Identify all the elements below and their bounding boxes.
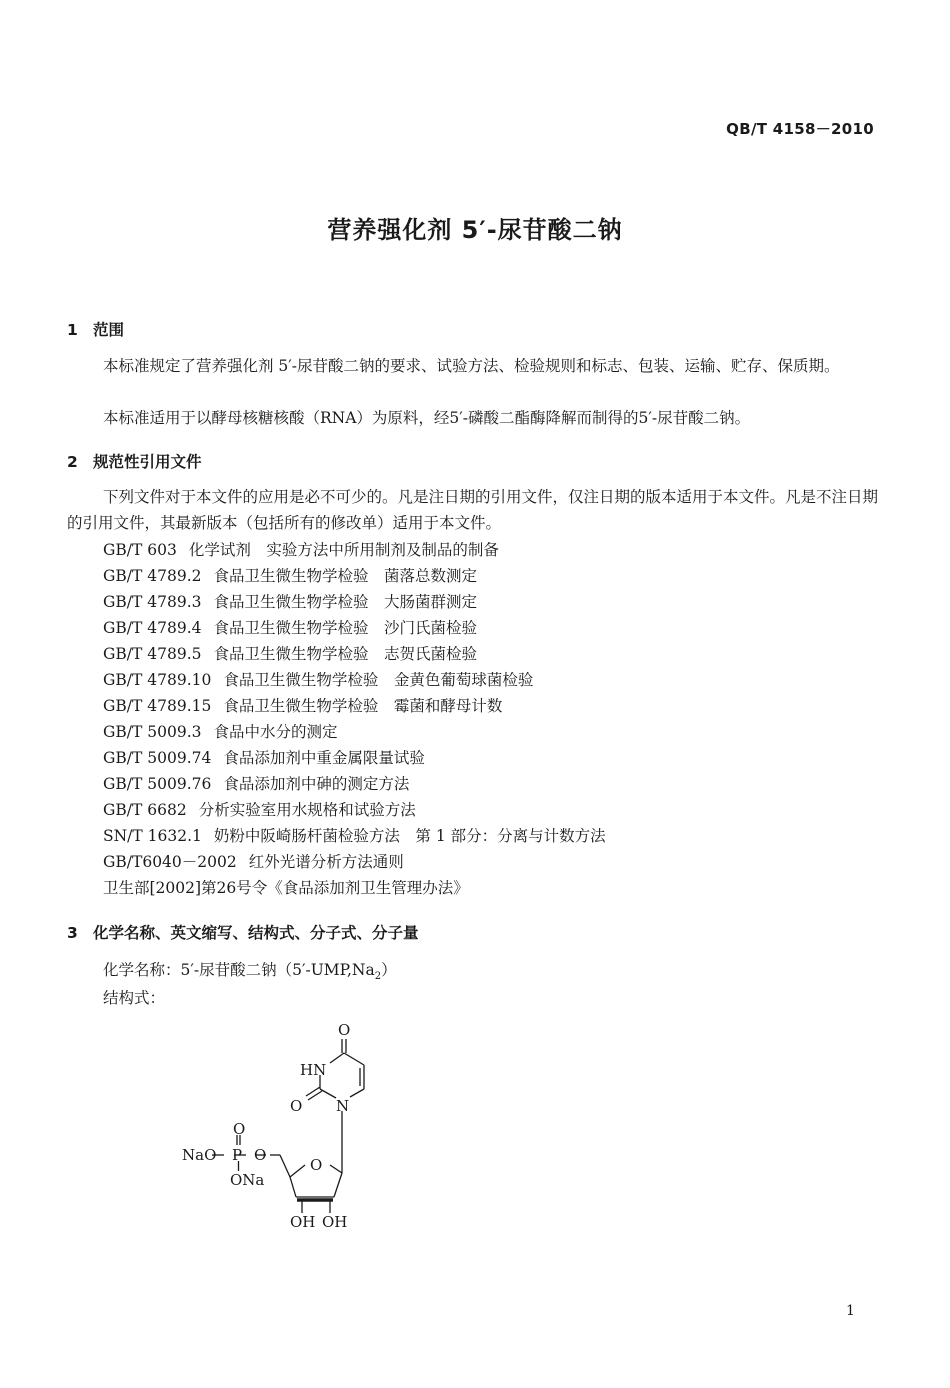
bond: [280, 1155, 290, 1177]
reference-code: SN/T 1632.1: [103, 827, 202, 845]
bond: [330, 1165, 342, 1173]
chemical-name: [103, 958, 397, 982]
reference-item: [103, 797, 606, 823]
reference-item: [103, 823, 606, 849]
reference-title: 食品卫生微生物学检验 沙门氏菌检验: [213, 619, 478, 637]
reference-item: [103, 641, 606, 667]
structural-formula: [170, 1015, 410, 1240]
reference-code: GB/T 5009.3: [103, 723, 202, 741]
atom-label: O: [310, 1156, 323, 1174]
reference-code: GB/T 4789.4: [103, 619, 202, 637]
reference-item: [103, 615, 606, 641]
reference-title: 食品卫生微生物学检验 志贺氏菌检验: [213, 645, 478, 663]
reference-title: 食品添加剂中砷的测定方法: [223, 775, 410, 793]
bond: [334, 1173, 342, 1197]
section-3-heading: [67, 921, 419, 943]
atom-label: OH: [322, 1213, 348, 1231]
reference-title: 食品卫生微生物学检验 大肠菌群测定: [213, 593, 478, 611]
section-title: 范围: [93, 321, 125, 339]
reference-item: [103, 667, 606, 693]
atom-label: NaO: [182, 1146, 217, 1164]
reference-title: 分析实验室用水规格和试验方法: [198, 801, 416, 819]
bond: [306, 1087, 320, 1096]
bond: [330, 1053, 344, 1063]
page-number: 1: [846, 1303, 855, 1319]
reference-title: 化学试剂 实验方法中所用制剂及制品的制备: [188, 541, 499, 559]
reference-item: [103, 849, 606, 875]
reference-title: 红外光谱分析方法通则: [248, 853, 404, 871]
section-title: 化学名称、英文缩写、结构式、分子式、分子量: [93, 924, 419, 942]
bond: [350, 1089, 364, 1097]
structure-label: 结构式：: [103, 989, 166, 1007]
document-title: 营养强化剂 5′-尿苷酸二钠: [327, 216, 623, 244]
reference-title: 食品卫生微生物学检验 菌落总数测定: [213, 567, 478, 585]
reference-item: [103, 563, 606, 589]
atom-label: HN: [300, 1061, 327, 1079]
section-2-heading: [67, 450, 202, 472]
reference-item: [103, 693, 606, 719]
reference-code: GB/T 4789.3: [103, 593, 202, 611]
reference-title: 食品添加剂中重金属限量试验: [223, 749, 425, 767]
reference-code: GB/T 4789.5: [103, 645, 202, 663]
section-number: 1: [67, 321, 78, 339]
references-intro-paragraph: 下列文件对于本文件的应用是必不可少的。凡是注日期的引用文件，仅注日期的版本适用于本文件。凡是不注日期的引用文件，其最新版本（包括所有的修改单）适用于本文件。: [67, 488, 879, 532]
reference-item: [103, 875, 606, 901]
reference-title: 奶粉中阪崎肠杆菌检验方法 第 1 部分：分离与计数方法: [213, 827, 606, 845]
section-number: 3: [67, 924, 78, 942]
atom-label: O: [338, 1021, 351, 1039]
bond: [320, 1089, 336, 1098]
reference-code: 卫生部[2002]第26号令: [103, 879, 268, 897]
chemical-name-subscript: 2: [374, 971, 382, 983]
reference-item: [103, 745, 606, 771]
reference-title: 食品卫生微生物学检验 金黄色葡萄球菌检验: [223, 671, 534, 689]
reference-code: GB/T 6682: [103, 801, 187, 819]
section-title: 规范性引用文件: [93, 453, 202, 471]
reference-code: GB/T6040－2002: [103, 853, 237, 871]
scope-paragraph-1: 本标准规定了营养强化剂 5′-尿苷酸二钠的要求、试验方法、检验规则和标志、包装、运输、贮存、保质期。: [103, 357, 840, 375]
chemical-name-prefix: 化学名称：5′-尿苷酸二钠（5′-UMP,Na: [103, 961, 375, 979]
reference-list: [103, 537, 606, 901]
section-1-heading: [67, 318, 124, 340]
reference-code: GB/T 603: [103, 541, 177, 559]
bond: [308, 1091, 322, 1100]
atom-label: N: [336, 1097, 350, 1115]
bond: [290, 1177, 296, 1197]
reference-item: [103, 589, 606, 615]
chemical-name-suffix: ）: [381, 961, 397, 979]
reference-code: GB/T 4789.2: [103, 567, 202, 585]
reference-item: [103, 771, 606, 797]
reference-code: GB/T 5009.74: [103, 749, 212, 767]
atom-label: ONa: [230, 1171, 265, 1189]
standard-code: QB/T 4158－2010: [726, 120, 874, 138]
bond: [344, 1053, 364, 1065]
section-number: 2: [67, 453, 78, 471]
atom-label: O: [233, 1120, 246, 1138]
reference-code: GB/T 4789.10: [103, 671, 212, 689]
atom-label: P: [232, 1146, 243, 1164]
atom-label: OH: [290, 1213, 316, 1231]
bond: [290, 1165, 305, 1177]
reference-title: 食品中水分的测定: [213, 723, 338, 741]
atom-label: O: [254, 1146, 267, 1164]
reference-item: [103, 537, 606, 563]
reference-code: GB/T 4789.15: [103, 697, 212, 715]
reference-item: [103, 719, 606, 745]
reference-title: 食品卫生微生物学检验 霉菌和酵母计数: [223, 697, 503, 715]
reference-code: GB/T 5009.76: [103, 775, 212, 793]
scope-paragraph-2: 本标准适用于以酵母核糖核酸（RNA）为原料，经5′-磷酸二酯酶降解而制得的5′-尿苷酸二钠。: [103, 409, 751, 427]
atom-label: O: [290, 1097, 303, 1115]
reference-title: 《食品添加剂卫生管理办法》: [267, 879, 469, 897]
